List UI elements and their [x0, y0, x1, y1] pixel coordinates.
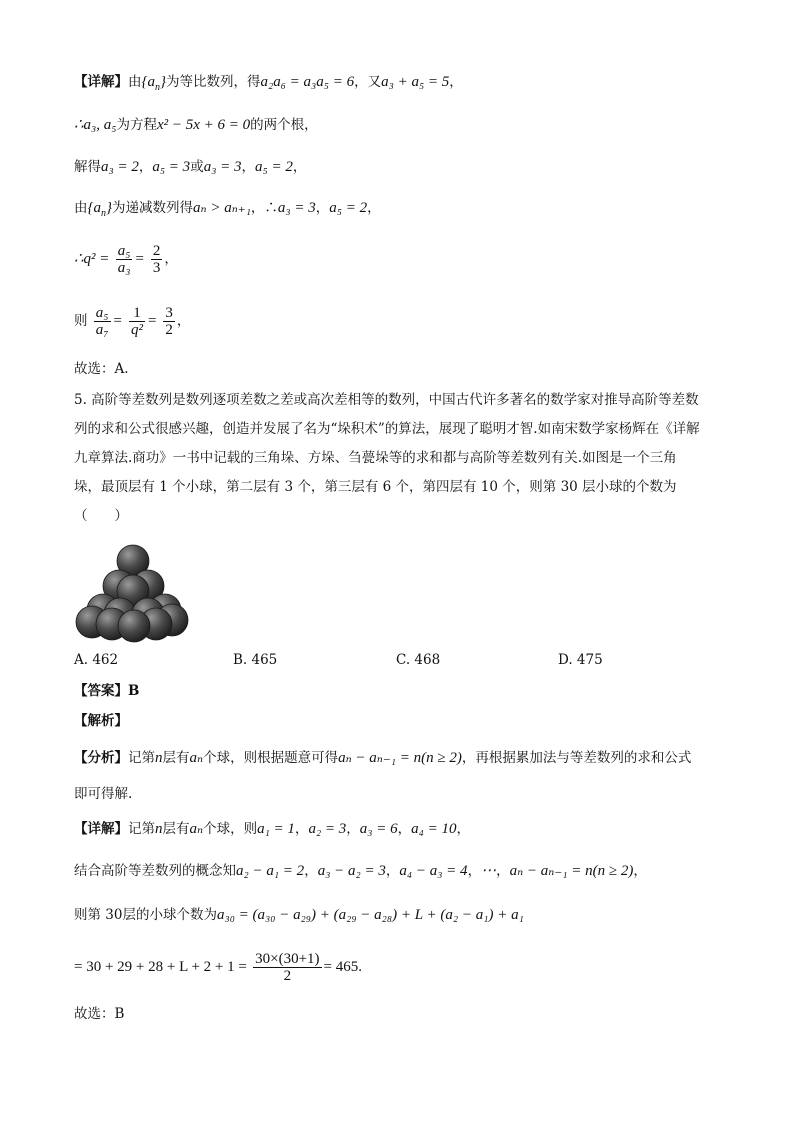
numerator: 30×(30+1) — [255, 951, 320, 967]
prev-q-squared-line — [74, 243, 178, 276]
denominator: a₃ — [117, 260, 131, 276]
text: ， — [292, 159, 307, 175]
numerator: 2 — [152, 243, 161, 259]
math-expr: a₃ − a₂ = 3 — [317, 863, 386, 879]
question-5-stem — [74, 386, 722, 531]
text: 为等比数列，得 — [166, 74, 261, 90]
prev-detail-line — [74, 73, 463, 91]
concept-line — [74, 862, 647, 880]
numerator: a₅ — [117, 243, 131, 259]
math-expr: x² − 5x + 6 = 0 — [156, 117, 251, 133]
math-expr: ⋯ — [481, 863, 497, 879]
text: ， — [496, 863, 510, 879]
stem-line: （ ） — [74, 508, 128, 524]
math-expr: n — [155, 750, 163, 766]
numerator: 3 — [165, 305, 173, 321]
math-expr: = 30 + 29 + 28 + L + 2 + 1 = — [74, 959, 247, 975]
text: 结合高阶等差数列的概念知 — [74, 863, 236, 879]
text: ， — [241, 159, 256, 175]
xiangjie-line — [74, 820, 470, 838]
detail-tag: 【详解】 — [74, 74, 128, 90]
text: ， — [367, 200, 381, 216]
math-expr: = — [112, 313, 123, 329]
text: 个球，则根据题意可得 — [203, 750, 339, 766]
sum-line — [74, 951, 362, 984]
text: 的两个根， — [250, 117, 318, 133]
sequence-braces: $\{a_n\}$ — [87, 200, 112, 219]
math-expr: = — [146, 313, 158, 329]
analysis-tag: 【解析】 — [74, 713, 128, 729]
text: ，∴ — [250, 200, 278, 216]
text: ， — [294, 821, 309, 837]
math-expr: a₂a₆ = a₃a₅ = 6 — [260, 74, 355, 90]
math-expr: a₃ = 6 — [359, 821, 398, 837]
fraction — [163, 305, 175, 338]
stem-line: 垛，最顶层有 1 个小球，第二层有 3 个，第三层有 6 个，第四层有 10 个，则第 30 层小球的个数为 — [74, 479, 677, 495]
text: 记第 — [128, 821, 155, 837]
math-expr: a₅ = 2 — [255, 159, 293, 175]
text: 则第 30层的小球个数为 — [74, 907, 217, 923]
denominator: q² — [130, 322, 143, 338]
math-expr: a₃ = 3 — [203, 159, 242, 175]
prev-ratio-line — [74, 305, 190, 338]
math-expr: a₂ − a₁ = 2 — [236, 863, 305, 879]
math-expr: n — [155, 821, 163, 837]
text: 由 — [74, 200, 88, 216]
option-a: A. 462 — [74, 652, 119, 668]
text: ，又 — [354, 74, 382, 90]
fraction — [253, 951, 321, 984]
math-expr: a₄ = 10 — [411, 821, 457, 837]
text: 解得 — [74, 159, 101, 175]
final-choose: 故选：B — [74, 1006, 125, 1022]
text: 则 — [74, 313, 88, 329]
count-line — [74, 906, 524, 924]
math-expr: a₃₀ = (a₃₀ − a₂₉) + (a₂₉ − a₂₈) + L + (a₂ − a₁) + a₁ — [216, 907, 524, 923]
stem-line: 列的求和公式很感兴趣，创造并发展了名为“垛积术”的算法，展现了聪明才智.如南宋数学家杨辉在《详解 — [74, 421, 700, 437]
math-expr: a₃ = 3 — [277, 200, 316, 216]
text: 为递减数列得 — [112, 200, 193, 216]
text: ， — [633, 863, 647, 879]
fraction — [151, 243, 163, 276]
triangular-pile-figure — [72, 544, 190, 644]
text: ， — [176, 313, 191, 329]
text: 记第 — [128, 750, 155, 766]
text: 个球，则 — [203, 821, 258, 837]
text: 或 — [190, 159, 204, 175]
text: 为方程 — [116, 117, 157, 133]
math-expr: a₄ − a₃ = 4 — [399, 863, 468, 879]
text: ， — [304, 863, 318, 879]
math-expr: = — [134, 251, 145, 267]
fenxi-line-1 — [74, 749, 691, 767]
fenxi-line-2: 即可得解. — [74, 786, 133, 802]
math-expr: a₃ = 2 — [101, 159, 139, 175]
prev-choose: 故选：A. — [74, 361, 129, 377]
text: ， — [467, 863, 482, 879]
option-d: D. 475 — [558, 652, 603, 668]
math-expr: ∴a₃, a₅ — [74, 117, 117, 133]
prev-solve-line — [74, 158, 306, 176]
math-expr: aₙ — [189, 821, 204, 837]
fraction — [116, 243, 133, 276]
answer: 【答案】B — [74, 683, 140, 699]
numerator: 1 — [129, 305, 145, 322]
math-expr: a₂ = 3 — [308, 821, 347, 837]
numerator: a₅ — [95, 305, 109, 321]
prev-roots-line — [74, 116, 318, 134]
option-c: C. 468 — [396, 652, 441, 668]
text: ， — [164, 251, 178, 267]
stem-line: 九章算法.商功》一书中记载的三角垛、方垛、刍甍垛等的求和都与高阶等差数列有关.如图是一个三角 — [74, 450, 677, 466]
denominator: 2 — [283, 968, 292, 984]
text: ， — [346, 821, 360, 837]
math-expr: a₃ + a₅ = 5 — [381, 74, 450, 90]
fenxi-tag: 【分析】 — [74, 750, 128, 766]
text: ， — [449, 74, 463, 90]
math-expr: a₅ = 3 — [152, 159, 191, 175]
option-b: B. 465 — [233, 652, 278, 668]
text: ， — [315, 200, 330, 216]
fraction — [129, 305, 145, 338]
text: ， — [385, 863, 400, 879]
sequence-braces: $\{a_n\}$ — [141, 74, 166, 93]
math-expr: aₙ — [189, 750, 204, 766]
math-expr: aₙ − aₙ₋₁ = n(n ≥ 2) — [338, 750, 462, 766]
text: ， — [397, 821, 412, 837]
math-expr: aₙ > aₙ₊₁ — [193, 200, 251, 216]
denominator: a₇ — [95, 322, 109, 338]
text: ， — [456, 821, 470, 837]
text: ， — [138, 159, 153, 175]
math-expr: a₅ = 2 — [329, 200, 368, 216]
prev-decreasing-line — [74, 199, 381, 217]
detail-tag: 【详解】 — [74, 821, 128, 837]
text: 由 — [128, 74, 142, 90]
math-expr: = 465. — [323, 959, 363, 975]
text: 层有 — [162, 821, 190, 837]
math-expr: aₙ − aₙ₋₁ = n(n ≥ 2) — [509, 863, 634, 879]
text: 层有 — [162, 750, 190, 766]
text: ，再根据累加法与等差数列的求和公式 — [461, 750, 692, 766]
stem-line: 5. 高阶等差数列是数列逐项差数之差或高次差相等的数列，中国古代许多著名的数学家对推导高阶等差数 — [74, 392, 699, 408]
denominator: 2 — [165, 322, 173, 338]
fraction — [94, 305, 111, 338]
ball — [118, 610, 150, 642]
denominator: 3 — [152, 260, 161, 276]
math-expr: a₁ = 1 — [257, 821, 295, 837]
math-expr: ∴q² = — [74, 251, 110, 267]
